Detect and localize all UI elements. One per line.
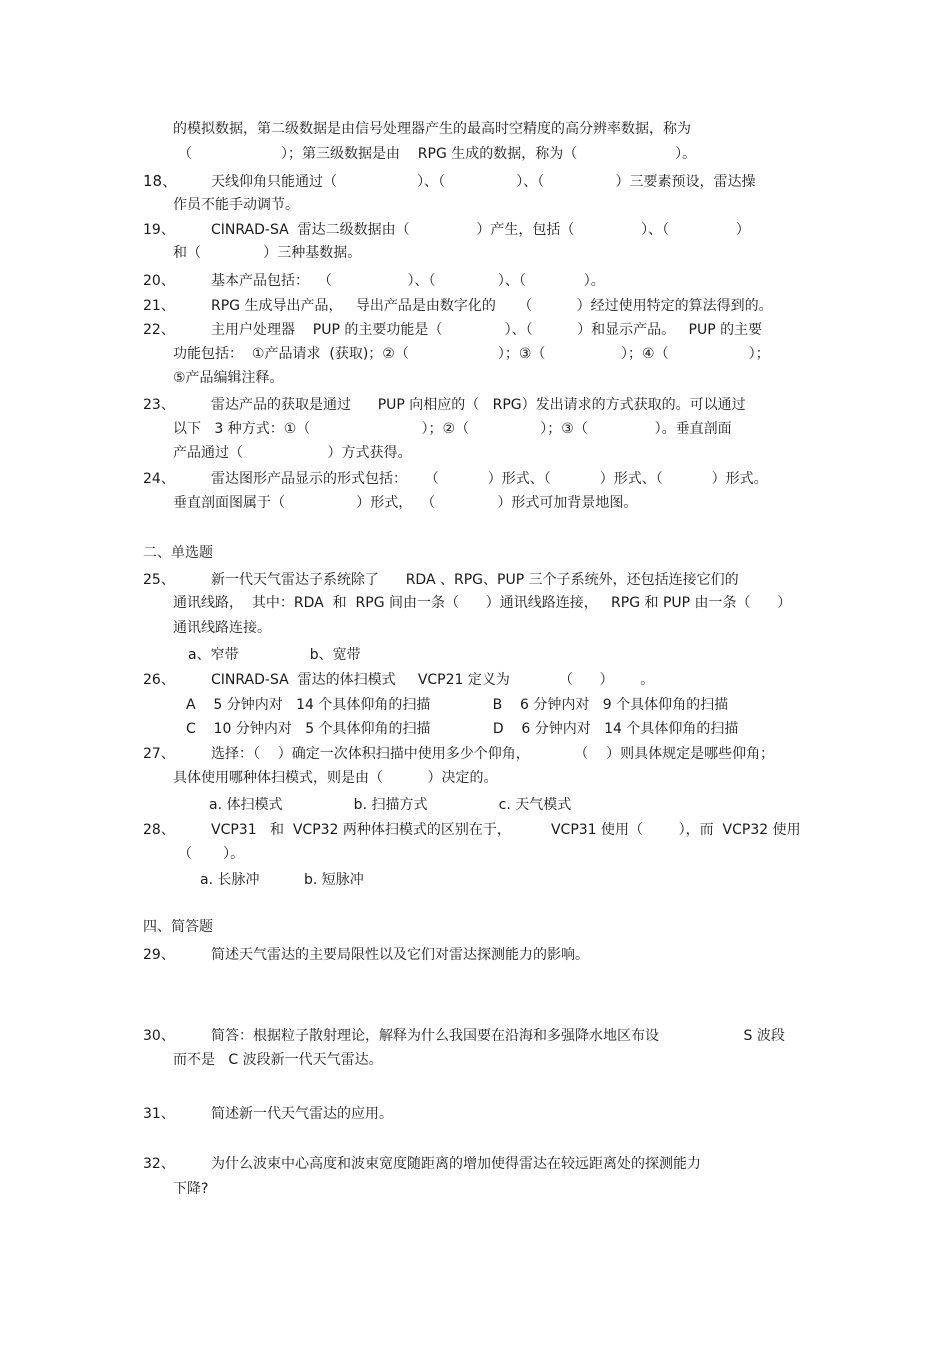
question-number: 27、 bbox=[143, 746, 175, 762]
text-line: 作员不能手动调节。 bbox=[173, 197, 299, 213]
answer-options: a. 体扫模式 b. 扫描方式 c. 天气模式 bbox=[209, 797, 572, 813]
text-line: （ ）。 bbox=[178, 846, 245, 862]
question-text: 基本产品包括： （ ）、（ ）、（ ）。 bbox=[211, 273, 605, 289]
text-line: （ ）；第三级数据是由 RPG 生成的数据，称为（ ）。 bbox=[178, 146, 697, 162]
question-text: 简述新一代天气雷达的应用。 bbox=[211, 1106, 393, 1122]
question-text: 主用户处理器 PUP 的主要功能是（ ）、（ ）和显示产品。 PUP 的主要 bbox=[211, 322, 763, 338]
section-heading: 四、简答题 bbox=[143, 919, 213, 935]
question-number: 31、 bbox=[143, 1106, 175, 1122]
text-line: ⑤产品编辑注释。 bbox=[173, 370, 284, 386]
text-line: 具体使用哪种体扫模式，则是由（ ）决定的。 bbox=[173, 770, 498, 786]
question-number: 26、 bbox=[143, 672, 175, 688]
text-line: 产品通过（ ）方式获得。 bbox=[173, 445, 412, 461]
answer-options: a、窄带 b、宽带 bbox=[188, 647, 361, 663]
question-number: 28、 bbox=[143, 822, 175, 838]
question-number: 30、 bbox=[143, 1028, 175, 1044]
text-line: 通讯线路， 其中：RDA 和 RPG 间由一条（ ）通讯线路连接， RPG 和 PUP 由一条（ ） bbox=[173, 595, 792, 611]
question-text: 选择：（ ）确定一次体积扫描中使用多少个仰角， （ ）则具体规定是哪些仰角； bbox=[211, 746, 775, 762]
question-text: 为什么波束中心高度和波束宽度随距离的增加使得雷达在较远距离处的探测能力 bbox=[211, 1156, 701, 1172]
question-number: 19、 bbox=[143, 222, 175, 238]
answer-options: A 5 分钟内对 14 个具体仰角的扫描 B 6 分钟内对 9 个具体仰角的扫描 bbox=[186, 697, 729, 713]
question-text: 天线仰角只能通过（ ）、（ ）、（ ）三要素预设，雷达操 bbox=[211, 174, 756, 190]
text-line: 以下 3 种方式：①（ ）；②（ ）；③（ ）。垂直剖面 bbox=[173, 421, 732, 437]
question-number: 32、 bbox=[143, 1156, 175, 1172]
question-number: 29、 bbox=[143, 947, 175, 963]
text-line: 垂直剖面图属于（ ）形式， （ ）形式可加背景地图。 bbox=[173, 495, 638, 511]
text-line: 通讯线路连接。 bbox=[173, 620, 271, 636]
question-number: 22、 bbox=[143, 322, 175, 338]
question-text: 新一代天气雷达子系统除了 RDA 、RPG、PUP 三个子系统外，还包括连接它们的 bbox=[211, 572, 739, 588]
question-text: 简述天气雷达的主要局限性以及它们对雷达探测能力的影响。 bbox=[211, 947, 589, 963]
question-number: 25、 bbox=[143, 572, 175, 588]
text-line: 的模拟数据，第二级数据是由信号处理器产生的最高时空精度的高分辨率数据，称为 bbox=[173, 121, 691, 137]
question-text: 雷达图形产品显示的形式包括： （ ）形式、（ ）形式、（ ）形式。 bbox=[211, 471, 768, 487]
text-line: 而不是 C 波段新一代天气雷达。 bbox=[173, 1052, 383, 1068]
question-text: 简答：根据粒子散射理论，解释为什么我国要在沿海和多强降水地区布设 S 波段 bbox=[211, 1028, 785, 1044]
question-number: 23、 bbox=[143, 397, 175, 413]
question-number: 24、 bbox=[143, 471, 175, 487]
question-text: VCP31 和 VCP32 两种体扫模式的区别在于， VCP31 使用（ ），而 VCP32 使用 bbox=[211, 822, 801, 838]
answer-options: a. 长脉冲 b. 短脉冲 bbox=[200, 872, 364, 888]
answer-options: C 10 分钟内对 5 个具体仰角的扫描 D 6 分钟内对 14 个具体仰角的扫描 bbox=[186, 721, 739, 737]
question-text: CINRAD-SA 雷达的体扫模式 VCP21 定义为 （ ） 。 bbox=[211, 672, 655, 688]
question-number: 21、 bbox=[143, 298, 175, 314]
question-number: 20、 bbox=[143, 273, 175, 289]
text-line: 下降? bbox=[173, 1181, 209, 1197]
text-line: 和（ ）三种基数据。 bbox=[173, 245, 362, 261]
question-text: 雷达产品的获取是通过 PUP 向相应的（ RPG）发出请求的方式获取的。可以通过 bbox=[211, 397, 746, 413]
text-line: 功能包括： ①产品请求 (获取)；②（ ）；③（ ）；④（ ）； bbox=[173, 346, 770, 362]
section-heading: 二、单选题 bbox=[143, 545, 213, 561]
question-text: RPG 生成导出产品， 导出产品是由数字化的 （ ）经过使用特定的算法得到的。 bbox=[211, 298, 773, 314]
question-text: CINRAD-SA 雷达二级数据由（ ）产生，包括（ ）、（ ） bbox=[211, 222, 750, 238]
question-number: 18、 bbox=[143, 172, 178, 190]
